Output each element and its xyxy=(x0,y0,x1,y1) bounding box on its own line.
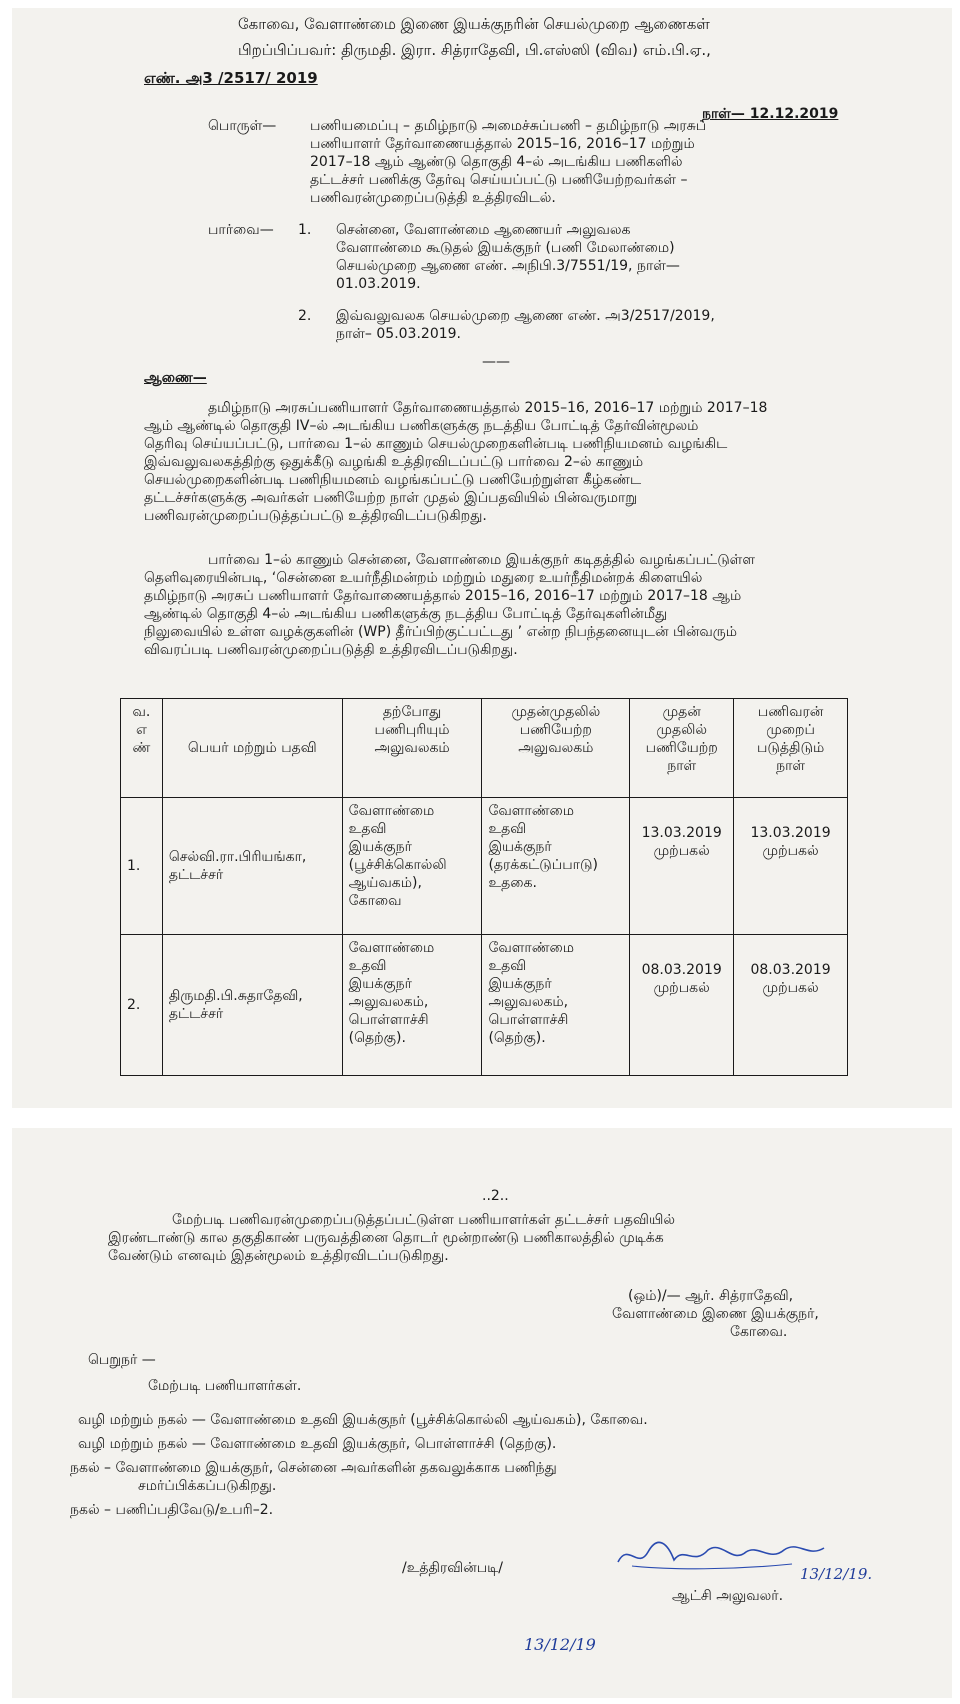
column-header-first-office: முதன்முதலில் பணியேற்ற அலுவலகம் xyxy=(482,699,630,798)
regularisation-date-cell: 13.03.2019 முற்பகல் xyxy=(734,798,848,935)
section-separator: —— xyxy=(482,354,510,370)
paragraph-line: தட்டச்சர்களுக்கு அவர்கள் பணியேற்ற நாள் முதல் இப்பதவியில் பின்வருமாறு xyxy=(144,490,638,506)
first-office-cell: வேளாண்மை உதவி இயக்குநர் அலுவலகம், பொள்ளாச்சி (தெற்கு). xyxy=(482,935,630,1076)
page-one xyxy=(12,8,952,1108)
reference-1-number: 1. xyxy=(298,222,312,238)
paragraph-line: தமிழ்நாடு அரசுப் பணியாளர் தேர்வாணையத்தால் 2015–16, 2016–17 மற்றும் 2017–18 ஆம் xyxy=(144,588,742,604)
signatory-name: (ஒம்)/— ஆர். சித்ராதேவி, xyxy=(628,1288,794,1304)
reference-2-line: நாள்– 05.03.2019. xyxy=(336,326,461,342)
name-cell: திருமதி.பி.சுதாதேவி, தட்டச்சர் xyxy=(162,935,342,1076)
signatory-place: கோவை. xyxy=(730,1324,788,1340)
copy-line: நகல் – பணிப்பதிவேடு/உபரி–2. xyxy=(70,1502,274,1518)
order-label: ஆணை— xyxy=(144,370,207,386)
subject-label: பொருள்— xyxy=(208,118,277,134)
recipient: மேற்படி பணியாளர்கள். xyxy=(148,1378,302,1394)
current-office-cell: வேளாண்மை உதவி இயக்குநர் (பூச்சிக்கொல்லி ஆய்வகம்), கோவை xyxy=(342,798,482,935)
paragraph-line: தெளிவுரையின்படி, ‘சென்னை உயர்நீதிமன்றம் மற்றும் மதுரை உயர்நீதிமன்றக் கிளையில் xyxy=(144,570,703,586)
paragraph-line: தமிழ்நாடு அரசுப்பணியாளர் தேர்வாணையத்தால் 2015–16, 2016–17 மற்றும் 2017–18 xyxy=(208,400,768,416)
reference-2-line: இவ்வலுவலக செயல்முறை ஆணை எண். அ3/2517/2019, xyxy=(336,308,715,324)
table-row xyxy=(121,798,848,935)
paragraph-line: விவரப்படி பணிவரன்முறைப்படுத்தி உத்திரவிடப்படுகிறது. xyxy=(144,642,518,658)
reference-number: எண். அ3 /2517/ 2019 xyxy=(144,69,318,87)
header-issuer: பிறப்பிப்பவர்: திருமதி. இரா. சித்ராதேவி, பி.எஸ்ஸி (விவ) எம்.பி.ஏ., xyxy=(238,41,711,59)
current-office-cell: வேளாண்மை உதவி இயக்குநர் அலுவலகம், பொள்ளாச்சி (தெற்கு). xyxy=(342,935,482,1076)
reference-2-number: 2. xyxy=(298,308,312,324)
join-date-cell: 13.03.2019 முற்பகல் xyxy=(630,798,734,935)
subject-line: பணியமைப்பு – தமிழ்நாடு அமைச்சுப்பணி – தமிழ்நாடு அரசுப் xyxy=(310,118,707,134)
column-header-current-office: தற்போது பணிபுரியும் அலுவலகம் xyxy=(342,699,482,798)
signatory-designation: வேளாண்மை இணை இயக்குநர், xyxy=(612,1306,819,1322)
table-row xyxy=(121,935,848,1076)
paragraph-line: செயல்முறைகளின்படி பணிநியமனம் வழங்கப்பட்டு பணியேற்றுள்ள கீழ்கண்ட xyxy=(144,472,642,488)
page-two xyxy=(12,1128,952,1698)
paragraph-line: தெரிவு செய்யப்பட்டு, பார்வை 1–ல் காணும் செயல்முறைகளின்படி பணிநியமனம் வழங்கிட xyxy=(144,436,728,452)
reference-1-line: செயல்முறை ஆணை எண். அநிபி.3/7551/19, நாள்— xyxy=(336,258,680,274)
header-title: கோவை, வேளாண்மை இணை இயக்குநரின் செயல்முறை ஆணைகள் xyxy=(238,15,710,33)
paragraph-line: வேண்டும் எனவும் இதன்மூலம் உத்திரவிடப்படுகிறது. xyxy=(108,1248,449,1264)
copy-line: வழி மற்றும் நகல் — வேளாண்மை உதவி இயக்குநர் (பூச்சிக்கொல்லி ஆய்வகம்), கோவை. xyxy=(78,1412,648,1428)
reference-1-line: 01.03.2019. xyxy=(336,276,421,292)
copy-line: சமர்ப்பிக்கப்படுகிறது. xyxy=(138,1478,277,1494)
column-header-name: பெயர் மற்றும் பதவி xyxy=(162,699,342,798)
first-office-cell: வேளாண்மை உதவி இயக்குநர் (தரக்கட்டுப்பாடு) உதகை. xyxy=(482,798,630,935)
recipient-label: பெறுநர் — xyxy=(88,1352,156,1368)
paragraph-line: ஆண்டில் தொகுதி 4–ல் அடங்கிய பணிகளுக்கு நடத்திய போட்டித் தேர்வுகளின்மீது xyxy=(144,606,668,622)
reference-1-line: வேளாண்மை கூடுதல் இயக்குநர் (பணி மேலாண்மை) xyxy=(336,240,675,256)
paragraph-line: இரண்டாண்டு கால தகுதிகாண் பருவத்தினை தொடர் மூன்றாண்டு பணிகாலத்தில் முடிக்க xyxy=(108,1230,664,1246)
copy-line: நகல் – வேளாண்மை இயக்குநர், சென்னை அவர்களின் தகவலுக்காக பணிந்து xyxy=(70,1460,557,1476)
copy-line: வழி மற்றும் நகல் — வேளாண்மை உதவி இயக்குநர், பொள்ளாச்சி (தெற்கு). xyxy=(78,1436,557,1452)
signature-date: 13/12/19. xyxy=(800,1565,873,1583)
by-order: /உத்திரவின்படி/ xyxy=(402,1560,504,1576)
serial-cell: 1. xyxy=(121,798,163,935)
subject-line: பணியாளர் தேர்வாணையத்தால் 2015–16, 2016–17 மற்றும் xyxy=(310,136,695,152)
paragraph-line: மேற்படி பணிவரன்முறைப்படுத்தப்பட்டுள்ள பணியாளர்கள் தட்டச்சர் பதவியில் xyxy=(172,1212,675,1228)
subject-line: தட்டச்சர் பணிக்கு தேர்வு செய்யப்பட்டு பணியேற்றவர்கள் – xyxy=(310,172,688,188)
regularisation-date-cell: 08.03.2019 முற்பகல் xyxy=(734,935,848,1076)
initial-date: 13/12/19 xyxy=(524,1635,596,1654)
paragraph-line: ஆம் ஆண்டில் தொகுதி IV–ல் அடங்கிய பணிகளுக்கு நடத்திய போட்டித் தேர்வின்மூலம் xyxy=(144,418,699,434)
column-header-join-date: முதன் முதலில் பணியேற்ற நாள் xyxy=(630,699,734,798)
serial-cell: 2. xyxy=(121,935,163,1076)
regularisation-table xyxy=(120,698,848,1076)
paragraph-line: இவ்வலுவலகத்திற்கு ஒதுக்கீடு வழங்கி உத்திரவிடப்பட்டு பார்வை 2–ல் காணும் xyxy=(144,454,644,470)
subject-line: 2017–18 ஆம் ஆண்டு தொகுதி 4–ல் அடங்கிய பணிகளில் xyxy=(310,154,683,170)
officer-designation: ஆட்சி அலுவலர். xyxy=(672,1588,784,1604)
table-header-row xyxy=(121,699,848,798)
column-header-serial: வ. எ ண் xyxy=(121,699,163,798)
references-label: பார்வை— xyxy=(208,222,274,238)
name-cell: செல்வி.ரா.பிரியங்கா, தட்டச்சர் xyxy=(162,798,342,935)
paragraph-line: நிலுவையில் உள்ள வழக்குகளின் (WP) தீர்ப்பிற்குட்பட்டது ’ என்ற நிபந்தனையுடன் பின்வரும் xyxy=(144,624,738,640)
paragraph-line: பார்வை 1–ல் காணும் சென்னை, வேளாண்மை இயக்குநர் கடிதத்தில் வழங்கப்பட்டுள்ள xyxy=(208,552,755,568)
page-number: ..2.. xyxy=(482,1188,509,1204)
order-date: நாள்— 12.12.2019 xyxy=(702,106,839,122)
column-header-regularisation-date: பணிவரன் முறைப் படுத்திடும் நாள் xyxy=(734,699,848,798)
reference-1-line: சென்னை, வேளாண்மை ஆணையர் அலுவலக xyxy=(336,222,631,238)
join-date-cell: 08.03.2019 முற்பகல் xyxy=(630,935,734,1076)
subject-line: பணிவரன்முறைப்படுத்தி உத்திரவிடல். xyxy=(310,190,556,206)
paragraph-line: பணிவரன்முறைப்படுத்தப்பட்டு உத்திரவிடப்படுகிறது. xyxy=(144,508,487,524)
